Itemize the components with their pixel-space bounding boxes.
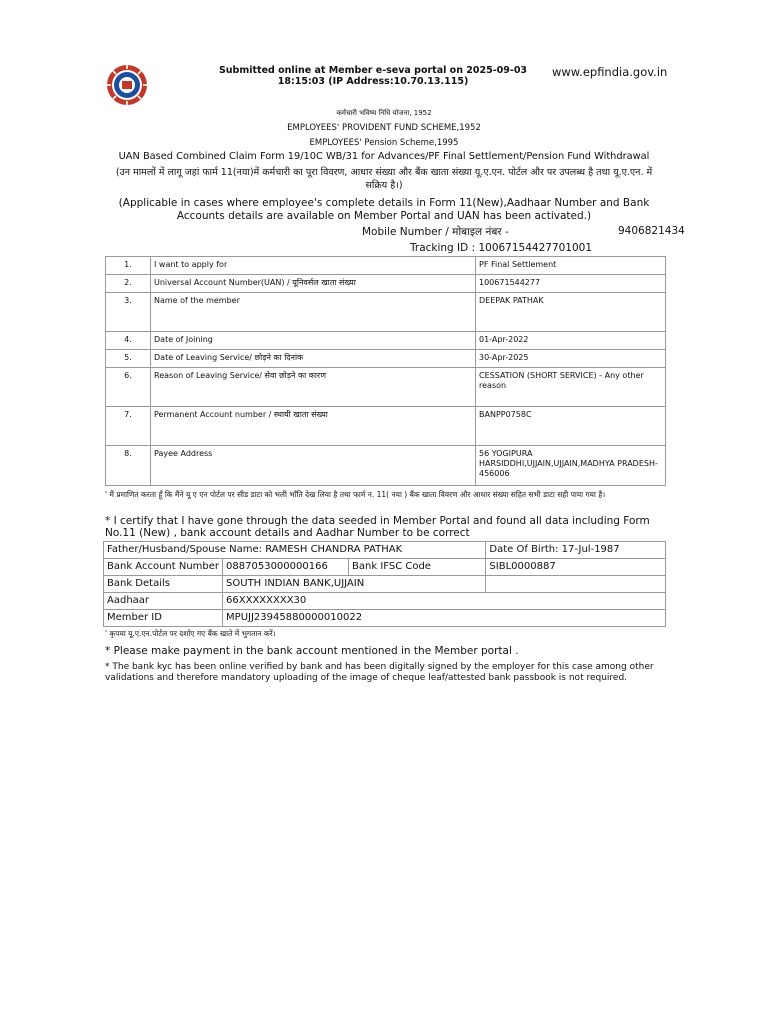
table-row (104, 576, 666, 593)
date-of-birth: Date Of Birth: 17-Jul-1987 (486, 542, 666, 559)
member-details-table (105, 256, 666, 486)
tracking-value: 10067154427701001 (478, 242, 593, 254)
row-label: Payee Address (151, 446, 476, 486)
table-row (106, 293, 666, 332)
bank-details-table (103, 541, 666, 627)
row-label: Universal Account Number(UAN) / यूनिवर्सल खाता संख्या (151, 275, 476, 293)
payment-note: * Please make payment in the bank account mentioned in the Member portal . (105, 645, 519, 657)
row-number: 1. (106, 257, 151, 275)
tracking-id (410, 242, 592, 254)
mobile-number (362, 225, 685, 239)
row-number: 8. (106, 446, 151, 486)
row-label: Date of Leaving Service/ छोड़ने का दिनांक (151, 350, 476, 368)
member-id-label: Member ID (104, 610, 223, 627)
account-value: 0887053000000166 (223, 559, 349, 576)
row-value: 01-Apr-2022 (476, 332, 666, 350)
certify-note: * I certify that I have gone through the data seeded in Member Portal and found all data including Form No.11 (New) , bank account details and Aadhar Number to be correct (105, 515, 650, 539)
row-value: 100671544277 (476, 275, 666, 293)
applicable-note: (Applicable in cases where employee's complete details in Form 11(New),Aadhaar Number and Bank Accounts details are available on Member Portal and UAN has been activated.) (118, 197, 650, 222)
bank-details-value: SOUTH INDIAN BANK,UJJAIN (223, 576, 486, 593)
row-value: PF Final Settlement (476, 257, 666, 275)
epfo-logo-icon (106, 64, 148, 106)
row-value: CESSATION (SHORT SERVICE) - Any other reason (476, 368, 666, 407)
kyc-note: * The bank kyc has been online verified by bank and has been digitally signed by the employer for this case among other validations and therefore mandatory uploading of the image of cheque leaf/attested bank passbook is not required. (105, 662, 654, 683)
hindi-applicable-note: (उन मामलों में लागू जहां फार्म 11(नया)में कर्मचारी का पूरा विवरण, आधार संख्या और बैंक खाता संख्या यू.ए.एन. पोर्टल और पर उपलब्ध है तथा यू.ए.एन. में सक्रिय है।) (115, 167, 653, 191)
row-label: I want to apply for (151, 257, 476, 275)
aadhaar-value: 66XXXXXXXX30 (223, 593, 666, 610)
row-value: 30-Apr-2025 (476, 350, 666, 368)
table-row (104, 542, 666, 559)
row-label: Name of the member (151, 293, 476, 332)
member-id-value: MPUJJ23945880000010022 (223, 610, 666, 627)
aadhaar-label: Aadhaar (104, 593, 223, 610)
table-row (106, 407, 666, 446)
empty-cell (486, 576, 666, 593)
row-value: BANPP0758C (476, 407, 666, 446)
table-row (106, 368, 666, 407)
row-number: 5. (106, 350, 151, 368)
row-number: 3. (106, 293, 151, 332)
hindi-scheme-title: कर्मचारी भविष्य निधि योजना, 1952 (336, 109, 432, 117)
mobile-label: Mobile Number / मोबाइल नंबर - (362, 226, 509, 238)
row-label: Permanent Account number / स्थायी खाता संख्या (151, 407, 476, 446)
pension-scheme-title: EMPLOYEES' Pension Scheme,1995 (309, 138, 459, 148)
table-row (106, 350, 666, 368)
ifsc-label: Bank IFSC Code (349, 559, 486, 576)
table-row (104, 610, 666, 627)
form-title: UAN Based Combined Claim Form 19/10C WB/31 for Advances/PF Final Settlement/Pension Fund Withdrawal (118, 151, 650, 162)
father-name: Father/Husband/Spouse Name: RAMESH CHANDRA PATHAK (104, 542, 486, 559)
table-row (106, 332, 666, 350)
table-row (106, 257, 666, 275)
mobile-value: 9406821434 (618, 225, 685, 237)
row-number: 7. (106, 407, 151, 446)
tracking-label: Tracking ID : (410, 242, 476, 254)
row-label: Date of Joining (151, 332, 476, 350)
submission-info: Submitted online at Member e-seva portal on 2025-09-03 18:15:03 (IP Address:10.70.13.115) (218, 65, 528, 87)
table-row (104, 559, 666, 576)
row-number: 4. (106, 332, 151, 350)
row-value: 56 YOGIPURA HARSIDDHI,UJJAIN,UJJAIN,MADHYA PRADESH-456006 (476, 446, 666, 486)
row-number: 6. (106, 368, 151, 407)
table-row (104, 593, 666, 610)
ifsc-value: SIBL0000887 (486, 559, 666, 576)
account-label: Bank Account Number (104, 559, 223, 576)
hindi-certify-note: ' मैं प्रमाणित करता हूँ कि मैंने यू ए एन पोर्टल पर सीड डाटा को भली भाँति देख लिया है तथा फार्म न. 11( नया ) बैंक खाता विवरण और आधार संख्या सहित सभी डाटा सही पाया गया है। (105, 490, 606, 499)
row-value: DEEPAK PATHAK (476, 293, 666, 332)
epf-scheme-title: EMPLOYEES' PROVIDENT FUND SCHEME,1952 (287, 123, 481, 133)
table-row (106, 275, 666, 293)
bank-details-label: Bank Details (104, 576, 223, 593)
table-row (106, 446, 666, 486)
website-link[interactable]: www.epfindia.gov.in (552, 65, 668, 79)
row-number: 2. (106, 275, 151, 293)
row-label: Reason of Leaving Service/ सेवा छोड़ने का कारण (151, 368, 476, 407)
hindi-payment-note: ' कृपया यू.ए.एन.पोर्टल पर दर्शाए गए बैंक खाते में भुगतान करें। (105, 629, 276, 638)
